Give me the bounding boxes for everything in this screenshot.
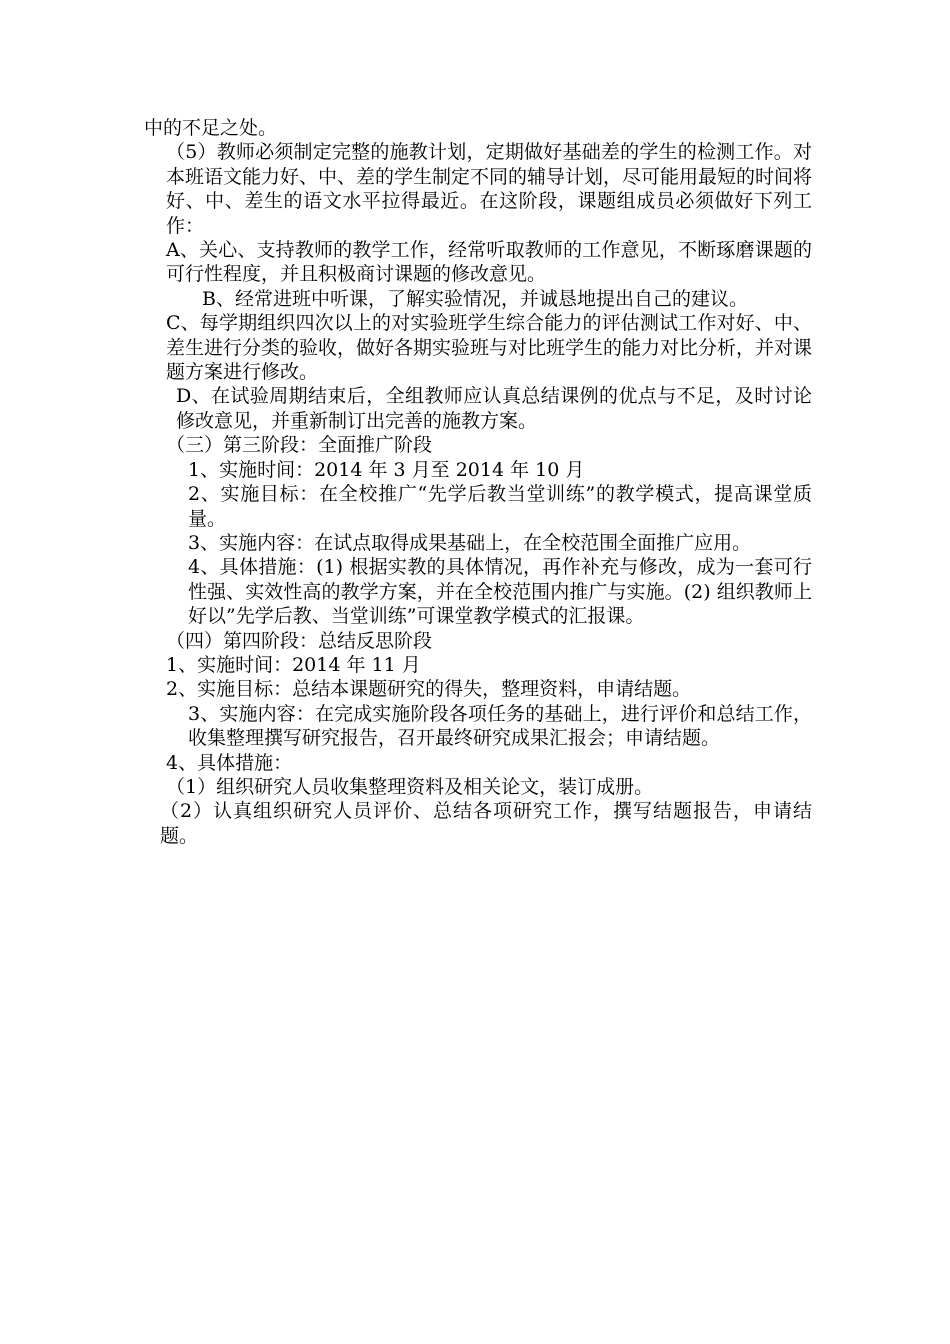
paragraph-stage-four-measures: 4、具体措施： xyxy=(166,751,293,774)
heading-stage-four: （四）第四阶段：总结反思阶段 xyxy=(166,629,433,652)
paragraph-item-5: （5）教师必须制定完整的施教计划，定期做好基础差的学生的检测工作。对本班语文能力好、中、差的学生制定不同的辅导计划，尽可能用最短的时间将好、中、差生的语文水平拉得最近。在这阶段，课题组成员必须做好下列工作： xyxy=(166,141,813,237)
paragraph-stage-four-goal: 2、实施目标：总结本课题研究的得失，整理资料，申请结题。 xyxy=(166,678,692,701)
paragraph-measure-1: （1）组织研究人员收集整理资料及相关论文，装订成册。 xyxy=(166,775,654,798)
paragraph-stage-four-time: 1、实施时间：2014 年 11 月 xyxy=(166,653,421,676)
paragraph-stage-three-content: 3、实施内容：在试点取得成果基础上，在全校范围全面推广应用。 xyxy=(188,531,752,554)
document-body xyxy=(144,116,812,848)
paragraph-stage-three-goal: 2、实施目标：在全校推广“先学后教当堂训练”的教学模式，提高课堂质量。 xyxy=(188,483,812,530)
paragraph-continuation: 中的不足之处。 xyxy=(144,117,278,139)
heading-stage-three: （三）第三阶段：全面推广阶段 xyxy=(166,434,433,457)
paragraph-task-a: A、关心、支持教师的教学工作，经常听取教师的工作意见，不断琢磨课题的可行性程度，并且积极商讨课题的修改意见。 xyxy=(166,239,812,286)
paragraph-task-c: C、每学期组织四次以上的对实验班学生综合能力的评估测试工作对好、中、差生进行分类的验收，做好各期实验班与对比班学生的能力对比分析，并对课题方案进行修改。 xyxy=(166,312,813,384)
paragraph-task-d: D、在试验周期结束后，全组教师应认真总结课例的优点与不足，及时讨论修改意见，并重新制订出完善的施教方案。 xyxy=(176,385,812,432)
paragraph-task-b: B、经常进班中听课，了解实验情况，并诚恳地提出自己的建议。 xyxy=(202,287,748,310)
paragraph-stage-three-time: 1、实施时间：2014 年 3 月至 2014 年 10 月 xyxy=(188,458,585,481)
paragraph-stage-four-content: 3、实施内容：在完成实施阶段各项任务的基础上，进行评价和总结工作，收集整理撰写研究报告，召开最终研究成果汇报会；申请结题。 xyxy=(188,702,812,750)
paragraph-measure-2: （2）认真组织研究人员评价、总结各项研究工作，撰写结题报告，申请结题。 xyxy=(160,800,812,847)
paragraph-stage-three-measures: 4、具体措施：(1) 根据实教的具体情况，再作补充与修改，成为一套可行性强、实效性高的教学方案，并在全校范围内推广与实施。(2) 组织教师上好以”先学后教、当堂训练”可课堂教学模式的汇报课。 xyxy=(188,556,812,628)
